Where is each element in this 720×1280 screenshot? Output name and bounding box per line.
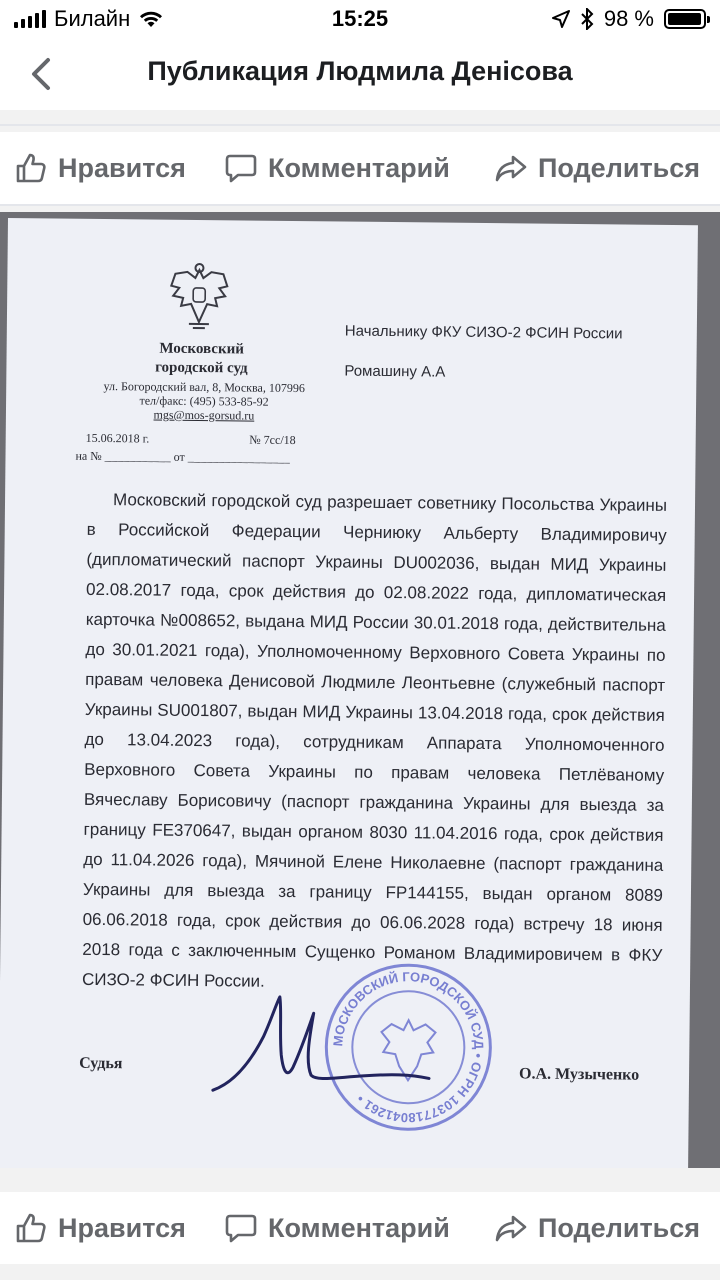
- court-phone: тел/факс: (495) 533-85-92: [139, 393, 269, 409]
- post-photo[interactable]: [0, 212, 720, 1168]
- clock: 15:25: [331, 6, 389, 31]
- battery-icon: [664, 9, 706, 29]
- comment-bubble-icon: [224, 151, 258, 185]
- battery-level-fill: [668, 13, 701, 25]
- court-address: ул. Богородский вал, 8, Москва, 107996: [103, 379, 305, 396]
- registration-block: [75, 429, 305, 467]
- carrier-name: Билайн: [54, 6, 131, 31]
- location-arrow-icon: [552, 10, 570, 28]
- share-label: Поделиться: [538, 152, 701, 183]
- comment-bubble-icon: [224, 1211, 258, 1245]
- share-button[interactable]: [494, 151, 700, 185]
- bluetooth-icon: [580, 8, 594, 30]
- bottom-action-bar: [0, 1192, 720, 1264]
- judge-name: О.А. Музыченко: [518, 1065, 640, 1084]
- like-button-bottom[interactable]: [14, 1211, 186, 1245]
- thumbs-up-icon: [14, 151, 48, 185]
- share-button-bottom[interactable]: [494, 1211, 700, 1245]
- thumbs-up-icon: [14, 1211, 48, 1245]
- addressee-line2: Ромашину А.А: [344, 362, 446, 381]
- court-name: [116, 339, 286, 379]
- status-right: [552, 6, 706, 32]
- comment-button[interactable]: [224, 151, 450, 185]
- letter-date: 15.06.2018 г.: [85, 430, 150, 446]
- double-headed-eagle-emblem-icon: [167, 260, 232, 333]
- status-bar: [0, 0, 720, 38]
- battery-percent: 98 %: [603, 6, 654, 31]
- letter-number: № 7сс/18: [249, 432, 296, 448]
- share-label: Поделиться: [538, 1212, 701, 1243]
- letter-body: Московский городской суд разрешает советнику Посольства Украины в Российской Федерации Черниюку Альберту Владимировичу (дипломатический паспорт Украины DU002036, выдан МИД Украины 02.08.2017 года, срок действия до 02.08.2022 года, дипломатическая карточка №008652, выдана МИД России 30.01.2018 года, действительна до 30.01.2021 года), Уполномоченному Верховного Совета Украины по правам человека Денисовой Людмиле Леонтьевне (служебный паспорт Украины SU001807, выдан МИД Украины 13.04.2018 года, срок действия до 13.04.2023 года), сотрудникам Аппарата Уполномоченного Верховного Совета Украины по правам человека Петлёваному Вячеславу Борисовичу (паспорт гражданина Украины для выезда за границу FE370647, выдан органом 8030 11.04.2016 года, срок действия до 11.04.2026 года), Мячиной Елене Николаевне (паспорт гражданина Украины для выезда за границу FP144155, выдан органом 8089 06.06.2018 года, срок действия до 06.06.2028 года) встречу 18 июня 2018 года с заключенным Сущенко Романом Владимировичем в ФКУ СИЗО-2 ФСИН России.: [81, 490, 668, 991]
- court-letter-document: [0, 218, 698, 1168]
- like-label: Нравится: [58, 1212, 186, 1243]
- judge-label: Судья: [79, 1054, 123, 1073]
- header-divider: [0, 124, 720, 126]
- like-button[interactable]: [14, 151, 186, 185]
- comment-label: Комментарий: [268, 152, 450, 183]
- page-title: Публикация Людмила Денісова: [147, 56, 573, 86]
- top-action-bar: [0, 132, 720, 204]
- addressee-line1: Начальнику ФКУ СИЗО-2 ФСИН России: [344, 322, 623, 343]
- share-arrow-icon: [494, 1211, 528, 1245]
- reference-line: на № ___________ от _________________: [75, 448, 290, 465]
- action-divider-top: [0, 204, 720, 206]
- stamp-text: МОСКОВСКИЙ ГОРОДСКОЙ СУД • ОГРН 1037718041261 •: [330, 969, 487, 1126]
- court-name-line1: Московский: [159, 340, 245, 358]
- addressee-block: [344, 312, 623, 395]
- comment-button-bottom[interactable]: [224, 1211, 450, 1245]
- court-name-line2: городской суд: [155, 359, 248, 377]
- court-contacts: [94, 379, 314, 423]
- handwritten-signature: [195, 970, 436, 1103]
- comment-label: Комментарий: [268, 1212, 450, 1243]
- like-label: Нравится: [58, 152, 186, 183]
- navigation-bar: [0, 38, 720, 110]
- share-arrow-icon: [494, 151, 528, 185]
- court-email: mgs@mos-gorsud.ru: [153, 407, 255, 423]
